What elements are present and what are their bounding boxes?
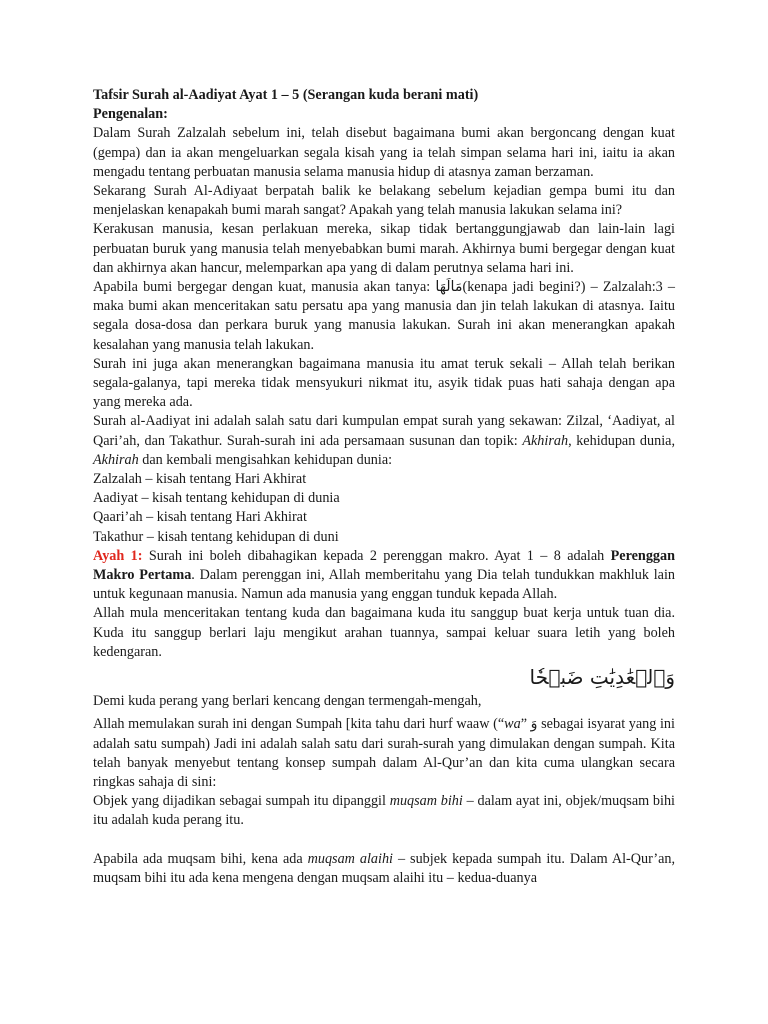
list-item: Takathur – kisah tentang kehidupan di duni xyxy=(93,528,339,545)
arabic-verse: وَٱلۡعَٰدِيَٰتِ ضَبۡحٗا xyxy=(529,665,675,690)
italic-term: Akhirah xyxy=(93,451,139,468)
arabic-word: مَالَهَا xyxy=(435,279,463,296)
paragraph-human-greed: Kerakusan manusia, kesan perlakuan mereka, sikap tidak bertanggungjawab dan lain-lain lagi perbuatan buruk yang manusia telah menyebabkan bumi marah. Akhirnya bumi bergegar dengan kuat dan akhirnya akan hancur, melemparkan apa yang di dalam perutnya selama hari ini. xyxy=(93,221,675,276)
paragraph-muqsam-bihi xyxy=(93,792,675,830)
paragraph-adiyaat-context: Sekarang Surah Al-Adiyaat berpatah balik ke belakang sebelum kejadian gempa bumi itu dan menjelaskan kenapakah bumi marah sangat? Apakah yang telah manusia lakukan selama ini? xyxy=(93,183,675,219)
italic-term: muqsam bihi xyxy=(389,793,463,810)
text-span: – subjek kepada sumpah itu. Dalam Al-Qur’an, muqsam bihi itu ada kena mengena dengan muqsam alaihi itu – kedua-duanya xyxy=(93,850,676,886)
verse-translation: Demi kuda perang yang berlari kencang dengan termengah-mengah, xyxy=(93,693,482,710)
text-span: Allah memulakan surah ini dengan Sumpah [kita tahu dari hurf waaw (“ xyxy=(93,716,505,733)
paragraph-zalzalah-intro: Dalam Surah Zalzalah sebelum ini, telah disebut bagaimana bumi akan bergoncang dengan kuat (gempa) dan ia akan mengeluarkan segala kisah yang ia telah simpan selama hari ini, iaitu ia akan mengadu tentang perbuatan manusia selama manusia hidup di atasnya zaman berzaman. xyxy=(93,125,675,180)
blank-line xyxy=(93,831,675,850)
text-span: , kehidupan dunia, xyxy=(568,432,675,449)
text-span: Apabila bumi bergegar dengan kuat, manusia akan tanya: xyxy=(93,279,436,296)
list-item: Qaari’ah – kisah tentang Hari Akhirat xyxy=(93,509,307,526)
paragraph-oath xyxy=(93,715,675,792)
list-item: Zalzalah – kisah tentang Hari Akhirat xyxy=(93,471,307,488)
text-span: Surah al-Aadiyat ini adalah salah satu dari kumpulan empat surah yang sekawan: Zilzal, ‘Aadiyat, al Qari’ah, dan Takathur. Surah-surah ini ada persamaan susunan dan topik: xyxy=(93,413,675,449)
text-span: dan kembali mengisahkan kehidupan dunia: xyxy=(138,451,393,468)
paragraph-muqsam-alaihi xyxy=(93,850,675,888)
paragraph-human-ingratitude: Surah ini juga akan menerangkan bagaimana manusia itu amat teruk sekali – Allah telah berikan segala-galanya, tapi mereka tidak mensyukuri nikmat itu, asyik tidak puas hati sahaja dengan apa yang mereka ada. xyxy=(93,355,675,411)
intro-heading: Pengenalan: xyxy=(93,106,168,123)
document-page xyxy=(93,86,675,888)
paragraph-earth-shaking xyxy=(93,278,675,355)
text-span: – dalam ayat ini, objek/muqsam bihi itu adalah kuda perang itu. xyxy=(93,793,675,829)
text-span: Apabila ada muqsam bihi, kena ada xyxy=(93,850,308,867)
paragraph-horse: Allah mula menceritakan tentang kuda dan bagaimana kuda itu sanggup buat kerja untuk tuan dia. Kuda itu sanggup berlari laju mengikut arahan tuannya, sampai keluar suara letih yang boleh kedengaran. xyxy=(93,605,675,660)
paragraph-ayah-1 xyxy=(93,547,675,605)
text-span: Objek yang dijadikan sebagai sumpah itu dipanggil xyxy=(93,793,390,810)
text-span: ” xyxy=(520,716,531,733)
paragraph-four-surahs xyxy=(93,412,675,470)
italic-term: muqsam alaihi xyxy=(307,850,394,867)
bold-term: Perenggan Makro Pertama xyxy=(93,547,675,584)
text-span: . Dalam perenggan ini, Allah memberitahu yang Dia telah tundukkan makhluk lain untuk kegunaan manusia. Namun ada manusia yang enggan tunduk kepada Allah. xyxy=(93,567,675,603)
italic-term: wa xyxy=(504,716,521,733)
text-span: (kenapa jadi begini?) – Zalzalah:3 – maka bumi akan menceritakan satu persatu apa yang manusia dan jin telah lakukan di atasnya. Iaitu segala dosa-dosa dan perkara buruk yang manusia lakukan. Surah ini akan menerangkan apakah kesalahan yang manusia telah lakukan. xyxy=(93,279,675,353)
ayah-label: Ayah 1: xyxy=(93,547,143,564)
list-item: Aadiyat – kisah tentang kehidupan di dunia xyxy=(93,490,340,507)
text-span: sebagai isyarat yang ini adalah satu sumpah) Jadi ini adalah salah satu dari surah-surah yang dimulakan dengan sumpah. Kita telah banyak menyebut tentang konsep sumpah dalam Al-Qur’an dan kita cuma ulangkan secara ringkas sahaja di sini: xyxy=(93,716,675,790)
italic-term: Akhirah xyxy=(522,432,569,449)
document-title: Tafsir Surah al-Aadiyat Ayat 1 – 5 (Serangan kuda berani mati) xyxy=(93,87,479,103)
text-span: Surah ini boleh dibahagikan kepada 2 perenggan makro. Ayat 1 – 8 adalah xyxy=(142,547,611,564)
arabic-letter: وَ xyxy=(530,716,538,733)
